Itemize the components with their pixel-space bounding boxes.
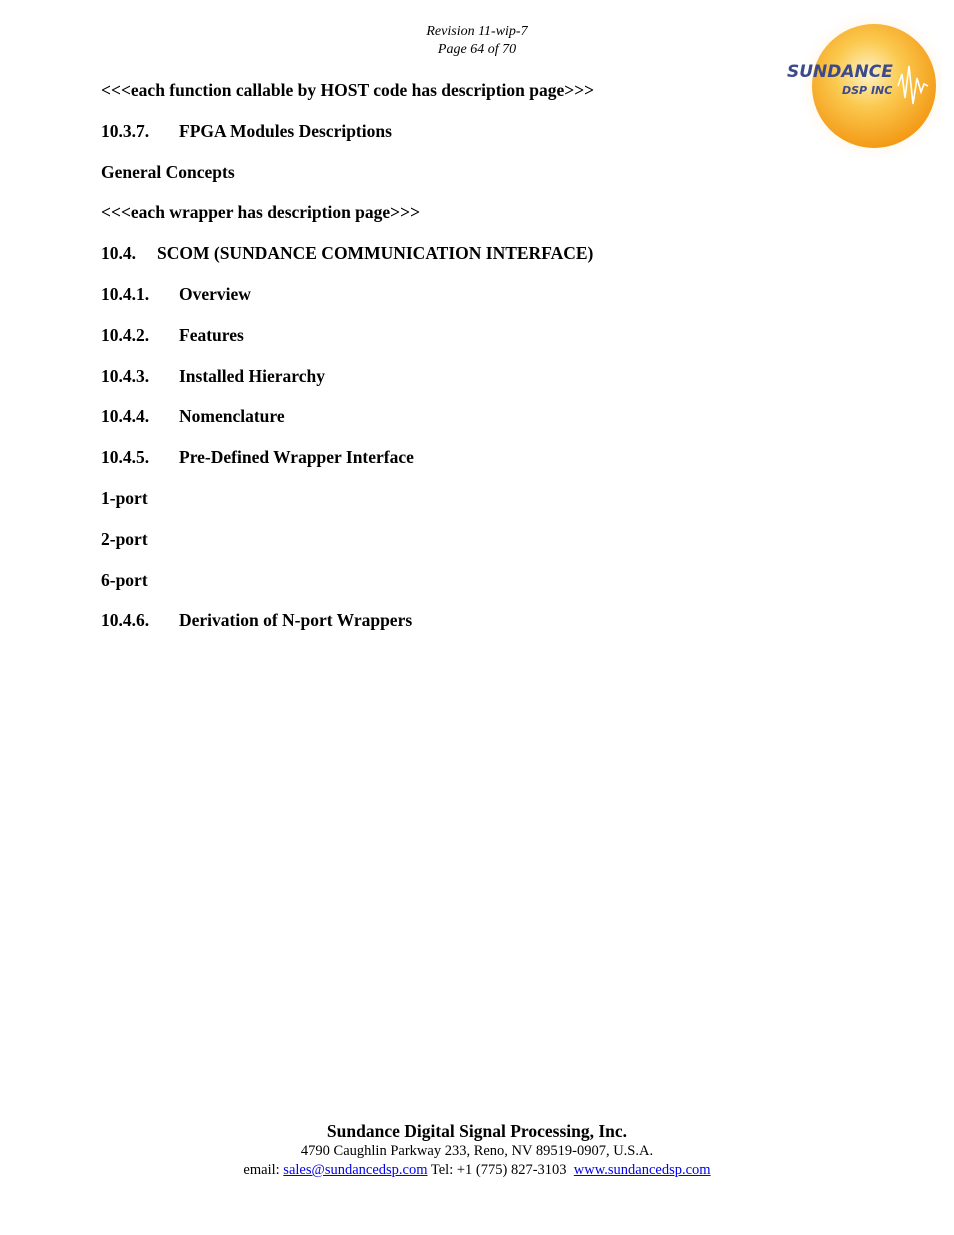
company-name: Sundance Digital Signal Processing, Inc. (326, 1121, 628, 1141)
document-body (101, 79, 801, 650)
section-title: Installed Hierarchy (179, 365, 325, 386)
section-title: 2-port (101, 528, 148, 549)
section-heading (101, 446, 801, 487)
section-heading (101, 242, 801, 283)
section-title: Derivation of N-port Wrappers (179, 610, 413, 631)
email-label: email: (243, 1162, 280, 1178)
page-footer (0, 1120, 954, 1180)
section-title: Features (179, 324, 244, 345)
section-heading (101, 324, 801, 365)
section-heading (101, 405, 801, 446)
telephone: Tel: +1 (775) 827-3103 (430, 1162, 567, 1178)
section-title: Nomenclature (179, 406, 285, 427)
heading-text (101, 79, 801, 120)
email-link[interactable]: sales@sundancedsp.com (283, 1162, 428, 1178)
section-title: <<<each wrapper has description page>>> (101, 202, 421, 223)
section-title: FPGA Modules Descriptions (179, 120, 392, 141)
section-heading (101, 283, 801, 324)
heading-text (101, 487, 801, 528)
section-title: Overview (179, 283, 251, 304)
section-title: SCOM (SUNDANCE COMMUNICATION INTERFACE) (157, 243, 594, 264)
heading-text (101, 528, 801, 569)
section-number: 10.4. (101, 243, 136, 264)
contact-line (0, 1161, 954, 1180)
heading-text (101, 161, 801, 202)
section-heading (101, 609, 801, 650)
section-number: 10.3.7. (101, 120, 150, 141)
section-title: General Concepts (101, 161, 235, 182)
logo-brand-text: SUNDANCE (787, 62, 893, 82)
section-number: 10.4.2. (101, 324, 150, 345)
section-number: 10.4.1. (101, 283, 150, 304)
website-link[interactable]: www.sundancedsp.com (573, 1162, 711, 1178)
heading-text (101, 569, 801, 610)
logo-sub-text: DSP INC (842, 84, 893, 97)
company-address: 4790 Caughlin Parkway 233, Reno, NV 89519-0907, U.S.A. (300, 1143, 654, 1159)
section-title: 1-port (101, 487, 148, 508)
section-heading (101, 365, 801, 406)
section-number: 10.4.6. (101, 610, 150, 631)
section-title: 6-port (101, 569, 148, 590)
section-number: 10.4.3. (101, 365, 150, 386)
section-number: 10.4.5. (101, 447, 150, 468)
sundance-logo (782, 14, 942, 174)
sun-logo-graphic (782, 14, 942, 174)
revision-label: Revision 11-wip-7 (426, 24, 528, 39)
section-number: 10.4.4. (101, 406, 150, 427)
heading-text (101, 201, 801, 242)
section-title: <<<each function callable by HOST code has description page>>> (101, 80, 595, 100)
section-heading (101, 120, 801, 161)
section-title: Pre-Defined Wrapper Interface (179, 447, 414, 468)
page-number: Page 64 of 70 (437, 42, 517, 57)
